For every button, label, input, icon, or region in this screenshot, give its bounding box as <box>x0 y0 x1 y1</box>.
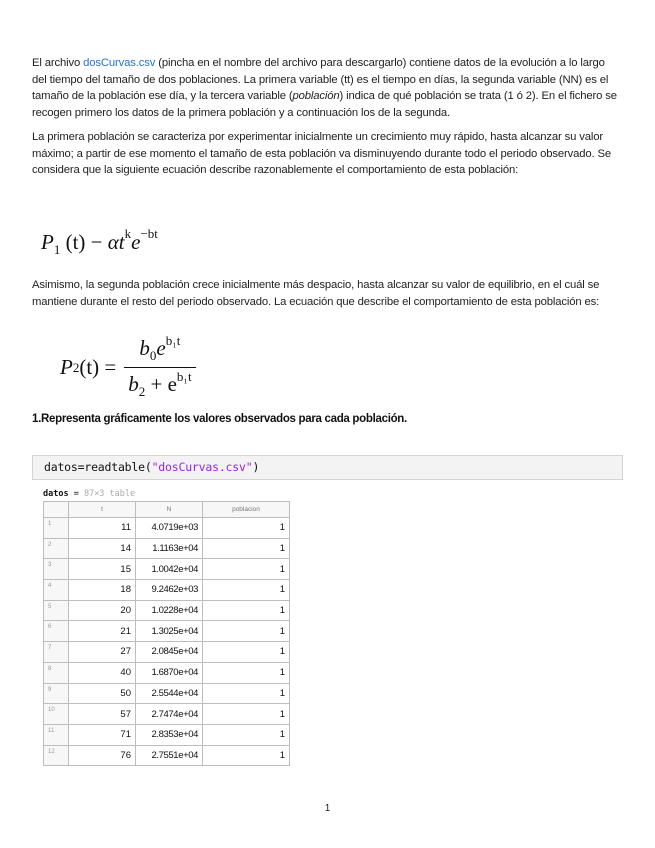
table-row <box>44 580 290 601</box>
table-row <box>44 704 290 725</box>
intro-paragraph-3: Asimismo, la segunda población crece inicialmente más despacio, hasta alcanzar su valor de equilibrio, en el cuál se mantiene durante el resto del periodo observado. La ecuación que describe el comportamiento de esta población es: <box>32 279 600 308</box>
eq-text: (t) − <box>60 230 108 254</box>
header-n: N <box>136 502 203 518</box>
eq-superscript: b₁t <box>165 333 181 348</box>
output-variable-label <box>43 489 135 499</box>
eq-subscript: 2 <box>72 359 80 375</box>
cell-t: 20 <box>69 600 136 621</box>
table-row <box>44 518 290 539</box>
eq-superscript: b₁t <box>176 369 192 385</box>
cell-t: 27 <box>69 642 136 663</box>
cell-poblacion: 1 <box>203 600 290 621</box>
equation-population-1 <box>41 226 158 258</box>
eq-text: (t) = <box>79 355 117 380</box>
eq-superscript: −bt <box>140 226 158 241</box>
eq-symbol: αt <box>107 230 125 254</box>
cell-n: 1.6870e+04 <box>136 662 203 683</box>
eq-subscript: 0 <box>149 348 157 364</box>
cell-poblacion: 1 <box>203 662 290 683</box>
cell-t: 14 <box>69 538 136 559</box>
cell-t: 18 <box>69 580 136 601</box>
cell-n: 1.0042e+04 <box>136 559 203 580</box>
cell-n: 1.0228e+04 <box>136 600 203 621</box>
row-index: 3 <box>44 559 69 580</box>
csv-download-link[interactable]: dosCurvas.csv <box>83 57 156 69</box>
cell-n: 1.3025e+04 <box>136 621 203 642</box>
row-index: 4 <box>44 580 69 601</box>
row-index: 6 <box>44 621 69 642</box>
variable-name: datos <box>43 489 69 499</box>
eq-symbol: b <box>128 372 139 397</box>
table-row <box>44 642 290 663</box>
eq-denominator <box>124 367 195 400</box>
cell-t: 76 <box>69 745 136 766</box>
cell-t: 71 <box>69 724 136 745</box>
cell-n: 2.0845e+04 <box>136 642 203 663</box>
document-body-2 <box>32 277 622 310</box>
eq-fraction <box>124 335 195 400</box>
row-index: 9 <box>44 683 69 704</box>
equals-sign: = <box>68 489 84 499</box>
cell-t: 15 <box>69 559 136 580</box>
cell-t: 50 <box>69 683 136 704</box>
row-index: 5 <box>44 600 69 621</box>
cell-n: 2.7551e+04 <box>136 745 203 766</box>
intro-paragraph-2: La primera población se caracteriza por experimentar inicialmente un crecimiento muy rápido, hasta alcanzar su valor máximo; a partir de ese momento el tamaño de esta población va disminuyendo durante todo el periodo observado. Se considera que la siguiente ecuación describe razonablemente el comportamiento de esta población: <box>32 130 612 177</box>
cell-n: 2.5544e+04 <box>136 683 203 704</box>
page-number: 1 <box>324 803 331 814</box>
header-t: t <box>69 502 136 518</box>
cell-t: 40 <box>69 662 136 683</box>
eq-symbol: e <box>156 336 166 360</box>
eq-text: + e <box>145 372 177 397</box>
cell-poblacion: 1 <box>203 559 290 580</box>
document-body <box>32 55 622 179</box>
intro-paragraph-1 <box>32 55 622 122</box>
eq-symbol: b <box>139 336 150 360</box>
cell-poblacion: 1 <box>203 621 290 642</box>
code-text: ) <box>252 460 260 474</box>
eq-symbol: P <box>60 355 73 380</box>
code-cell[interactable] <box>32 455 623 480</box>
eq-superscript: k <box>124 226 132 241</box>
text: El archivo <box>32 57 84 69</box>
table-row <box>44 724 290 745</box>
header-index <box>44 502 69 518</box>
cell-poblacion: 1 <box>203 580 290 601</box>
cell-n: 2.8353e+04 <box>136 724 203 745</box>
row-index: 7 <box>44 642 69 663</box>
cell-poblacion: 1 <box>203 683 290 704</box>
row-index: 10 <box>44 704 69 725</box>
row-index: 12 <box>44 745 69 766</box>
row-index: 8 <box>44 662 69 683</box>
cell-n: 1.1163e+04 <box>136 538 203 559</box>
text: (pincha en el nombre del archivo para descargarlo) contiene datos de la evolución a lo largo del tiempo del tamaño de dos poblaciones. La primera variable (tt) es el tiempo en días, la segunda variable (NN) es el tamaño de la población ese día, y la tercera variable ( <box>32 57 609 103</box>
cell-poblacion: 1 <box>203 704 290 725</box>
eq-symbol: e <box>131 230 141 254</box>
eq-subscript: 1 <box>53 242 61 258</box>
cell-poblacion: 1 <box>203 724 290 745</box>
table-size-summary: 87×3 table <box>83 489 136 499</box>
cell-t: 11 <box>69 518 136 539</box>
table-row <box>44 662 290 683</box>
cell-poblacion: 1 <box>203 518 290 539</box>
text: ) indica de qué población se trata (1 ó 2). En el fichero se recogen primero los datos de la primera población y a continuación los de la segunda. <box>32 90 617 120</box>
table-row <box>44 683 290 704</box>
table-row <box>44 600 290 621</box>
equation-population-2 <box>60 335 196 400</box>
eq-subscript: 2 <box>138 384 146 400</box>
emphasis-text: población <box>292 90 340 103</box>
cell-n: 2.7474e+04 <box>136 704 203 725</box>
cell-n: 4.0719e+03 <box>136 518 203 539</box>
code-string: "dosCurvas.csv" <box>151 460 253 474</box>
eq-symbol: P <box>41 230 54 254</box>
output-table <box>43 501 290 766</box>
cell-t: 21 <box>69 621 136 642</box>
cell-poblacion: 1 <box>203 642 290 663</box>
code-text: datos=readtable( <box>44 460 152 474</box>
cell-t: 57 <box>69 704 136 725</box>
cell-poblacion: 1 <box>203 745 290 766</box>
row-index: 2 <box>44 538 69 559</box>
cell-n: 9.2462e+03 <box>136 580 203 601</box>
table-row <box>44 621 290 642</box>
section-heading: 1.Representa gráficamente los valores observados para cada población. <box>32 413 407 425</box>
header-poblacion: poblacion <box>203 502 290 518</box>
row-index: 1 <box>44 518 69 539</box>
row-index: 11 <box>44 724 69 745</box>
cell-poblacion: 1 <box>203 538 290 559</box>
table-row <box>44 745 290 766</box>
table-row <box>44 538 290 559</box>
table-header-row <box>44 502 290 518</box>
table-row <box>44 559 290 580</box>
eq-numerator <box>135 335 184 367</box>
